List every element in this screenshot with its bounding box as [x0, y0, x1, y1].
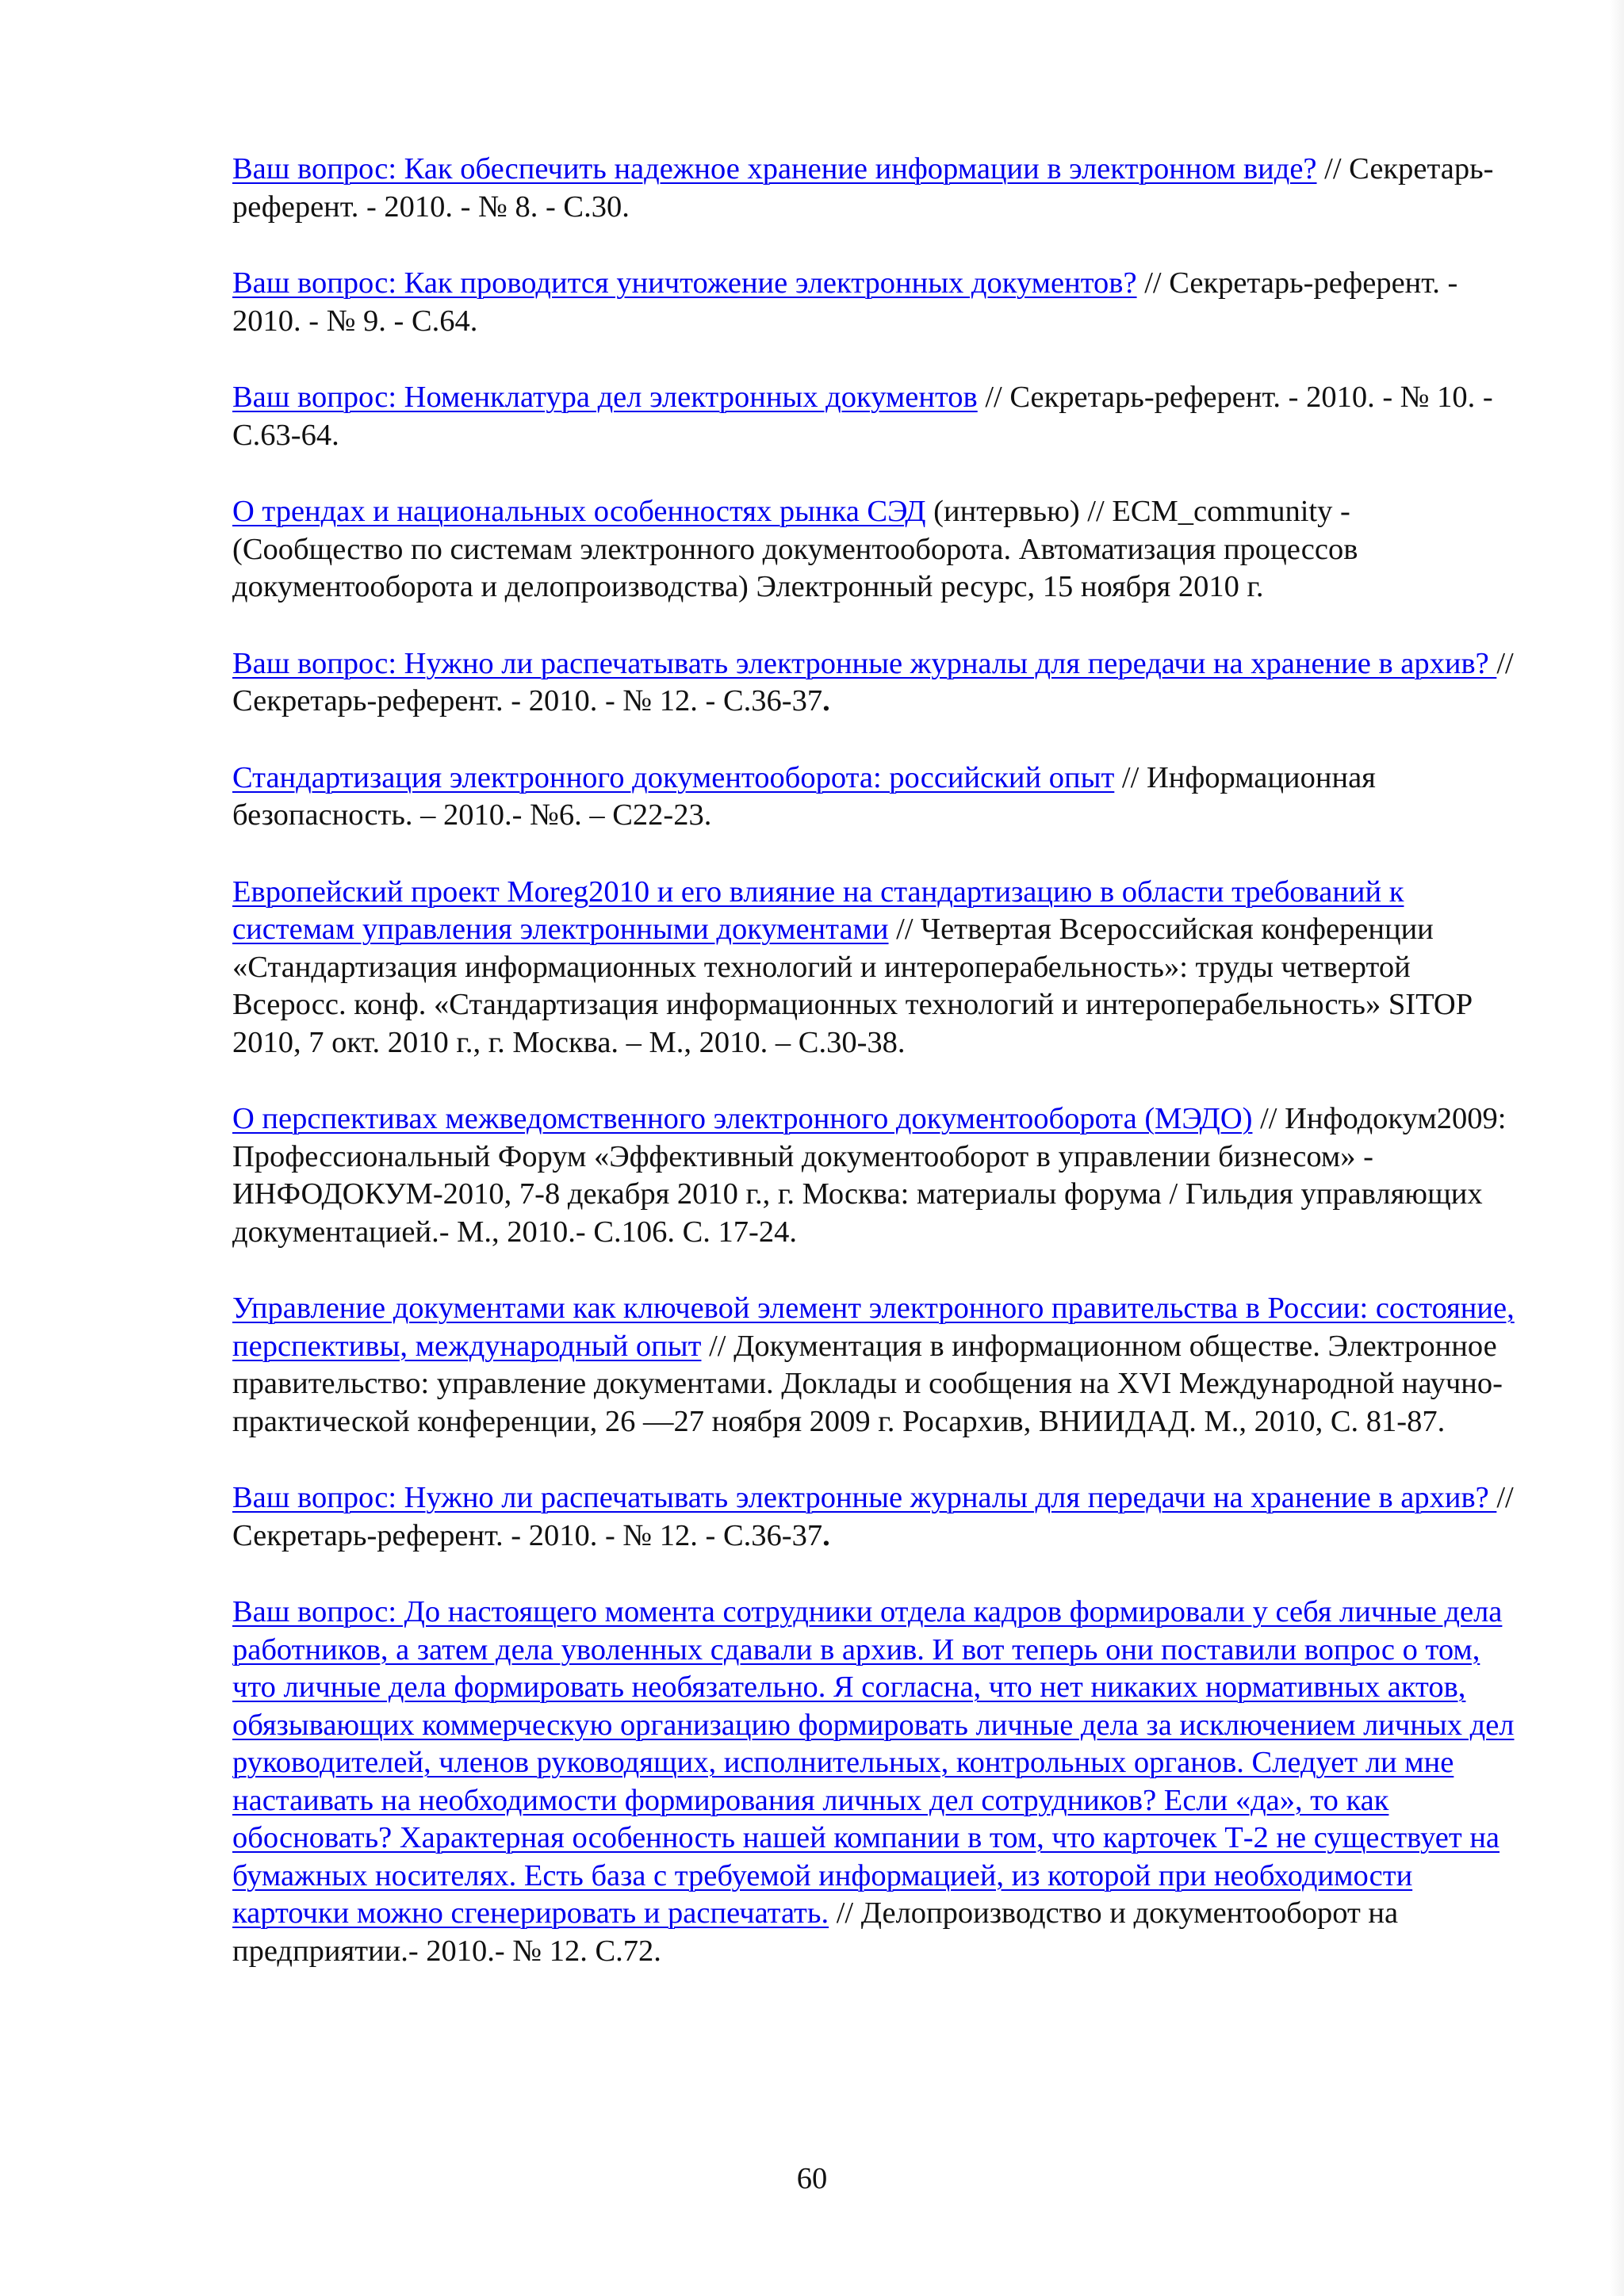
entry-citation: (интервью) // ECM_community - (Сообщество по системам электронного документооборота. Автоматизация процессов документооборота и делопроизводства) Электронный ресурс, 15 ноября 2010 г.: [232, 495, 1358, 603]
entry-link[interactable]: Управление документами как ключевой элемент электронного правительства в России: состояние, перспективы, международный опыт: [232, 1292, 1515, 1363]
entry-citation: // Информационная безопасность. – 2010.- №6. – С22-23.: [232, 760, 1376, 832]
bibliography-entry: [232, 1290, 1517, 1441]
entry-end-mark: .: [822, 684, 830, 718]
entry-citation: // Секретарь-референт. - 2010. - № 12. - С.36-37: [232, 646, 1514, 718]
entry-link[interactable]: Ваш вопрос: Нужно ли распечатывать электронные журналы для передачи на хранение в архив?: [232, 1481, 1497, 1514]
entry-citation: // Секретарь-референт. - 2010. - № 10. - С.63-64.: [232, 381, 1493, 452]
entry-link[interactable]: Стандартизация электронного документооборота: российский опыт: [232, 760, 1115, 794]
entry-citation: // Инфодокум2009: Профессиональный Форум «Эффективный документооборот в управлении бизнесом» - ИНФОДОКУМ-2010, 7-8 декабря 2010 г., г. Москва: материалы форума / Гильдия управляющих документацией.- М., 2010.- С.106. С. 17-24.: [232, 1102, 1507, 1249]
entry-link[interactable]: Ваш вопрос: Нужно ли распечатывать электронные журналы для передачи на хранение в архив?: [232, 646, 1497, 680]
entry-link[interactable]: Ваш вопрос: До настоящего момента сотрудники отдела кадров формировали у себя личные дела работников, а затем дела уволенных сдавали в архив. И вот теперь они поставили вопрос о том, что личные дела формировать необязательно. Я согласна, что нет никаких нормативных актов, обязывающих коммерческую организацию формировать личные дела за исключением личных дел руководителей, членов руководящих, исполнительных, контрольных органов. Следует ли мне настаивать на необходимости формирования личных дел сотрудников? Если «да», то как обосновать? Характерная особенность нашей компании в том, что карточек Т-2 не существует на бумажных носителях. Есть база с требуемой информацией, из которой при необходимости карточки можно сгенерировать и распечатать.: [232, 1595, 1515, 1930]
entry-end-mark: .: [822, 1518, 830, 1552]
bibliography-entry: [232, 1100, 1517, 1251]
entry-citation: // Секретарь-референт. - 2010. - № 8. - С.30.: [232, 152, 1494, 224]
entry-citation: // Секретарь-референт. - 2010. - № 12. - С.36-37: [232, 1481, 1514, 1552]
bibliography-entry: [232, 151, 1517, 226]
page-edge-shadow: [1610, 0, 1624, 2296]
entry-link[interactable]: О перспективах межведомственного электронного документооборота (МЭДО): [232, 1102, 1253, 1135]
bibliography-list: [232, 151, 1517, 2009]
bibliography-entry: [232, 1479, 1517, 1555]
bibliography-entry: [232, 760, 1517, 835]
entry-link[interactable]: Ваш вопрос: Как проводится уничтожение электронных документов?: [232, 266, 1137, 300]
entry-link[interactable]: Ваш вопрос: Как обеспечить надежное хранение информации в электронном виде?: [232, 152, 1317, 186]
entry-citation: // Секретарь-референт. - 2010. - № 9. - С.64.: [232, 266, 1458, 338]
page-number: 60: [796, 2162, 828, 2195]
entry-link[interactable]: Европейский проект Moreg2010 и его влияние на стандартизацию в области требований к системам управления электронными документами: [232, 874, 1404, 946]
entry-citation: // Четвертая Всероссийская конференции «Стандартизация информационных технологий и интероперабельность»: труды четвертой Всеросс. конф. «Стандартизация информационных технологий и интероперабельность» SITOP 2010, 7 окт. 2010 г., г. Москва. – М., 2010. – С.30-38.: [232, 913, 1472, 1059]
bibliography-entry: [232, 379, 1517, 454]
entry-citation: // Делопроизводство и документооборот на предприятии.- 2010.- № 12. С.72.: [232, 1896, 1399, 1968]
bibliography-entry: [232, 265, 1517, 340]
bibliography-entry: [232, 493, 1517, 607]
entry-citation: // Документация в информационном обществе. Электронное правительство: управление документами. Доклады и сообщения на XVI Международной научно-практической конференции, 26 —27 ноября 2009 г. Росархив, ВНИИДАД. М., 2010, С. 81-87.: [232, 1329, 1503, 1438]
bibliography-entry: [232, 645, 1517, 721]
entry-link[interactable]: Ваш вопрос: Номенклатура дел электронных документов: [232, 381, 978, 414]
bibliography-entry: [232, 874, 1517, 1062]
entry-link[interactable]: О трендах и национальных особенностях рынка СЭД: [232, 495, 926, 528]
bibliography-entry: [232, 1594, 1517, 1970]
